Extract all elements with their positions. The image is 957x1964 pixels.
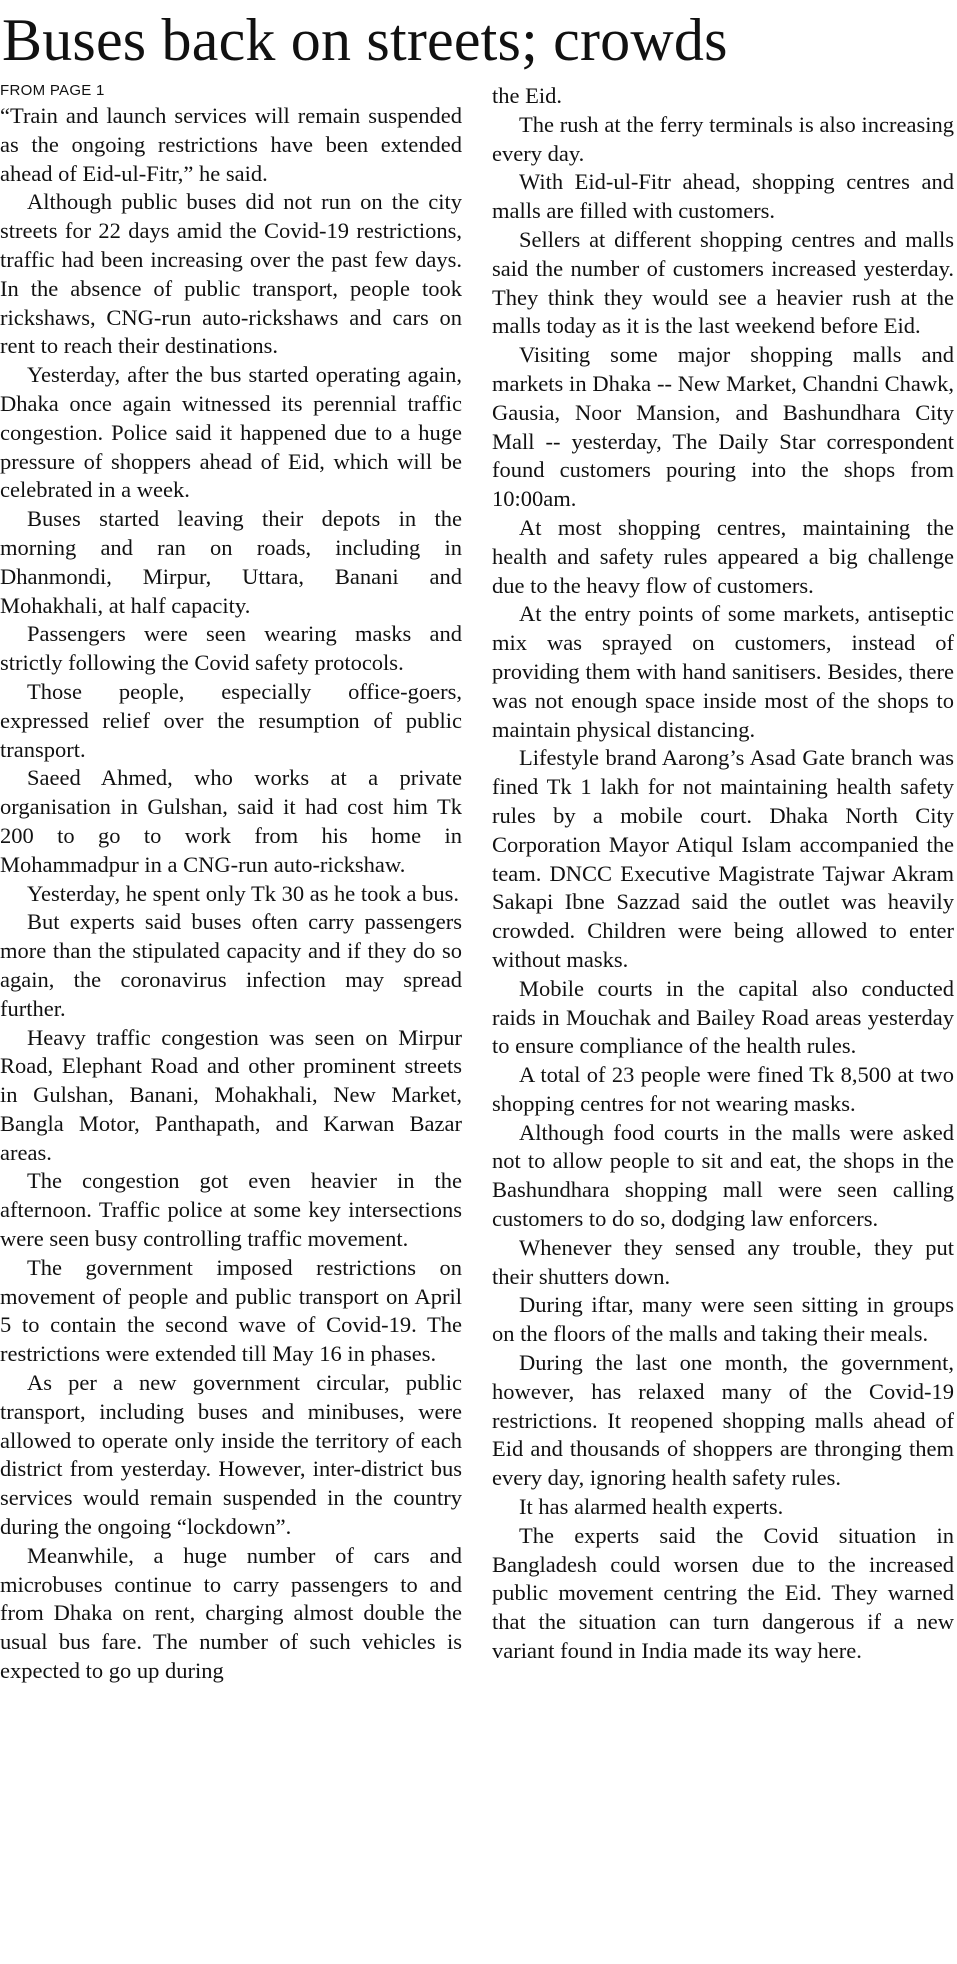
paragraph: But experts said buses often carry passengers more than the stipulated capacity and if they do so again, the coronavirus infection may spread further. [0,909,462,1021]
paragraph: A total of 23 people were fined Tk 8,500 at two shopping centres for not wearing masks. [492,1062,954,1116]
paragraph: Although public buses did not run on the city streets for 22 days amid the Covid-19 restrictions, traffic had been increasing over the past few days. In the absence of public transport, people took rickshaws, CNG-run auto-rickshaws and cars on rent to reach their destinations. [0,189,462,359]
paragraph: Whenever they sensed any trouble, they put their shutters down. [492,1234,954,1289]
paragraph: Yesterday, after the bus started operating again, Dhaka once again witnessed its perennial traffic congestion. Police said it happened due to a huge pressure of shoppers ahead of Eid, which will be celebrated in a week. [0,362,462,503]
paragraph: Yesterday, he spent only Tk 30 as he took a bus. [27,880,460,906]
kicker: FROM PAGE 1 [0,82,105,99]
paragraph: Saeed Ahmed, who works at a private organisation in Gulshan, said it had cost him Tk 200 to go to work from his home in Mohammadpur in a CNG-run auto-rickshaw. [0,765,462,877]
paragraph: During the last one month, the government, however, has relaxed many of the Covid-19 restrictions. It reopened shopping malls ahead of Eid and thousands of shoppers are thronging them every day, ignoring health safety rules. [492,1350,954,1491]
paragraph: Lifestyle brand Aarong’s Asad Gate branch was fined Tk 1 lakh for not maintaining health safety rules by a mobile court. Dhaka North City Corporation Mayor Atiqul Islam accompanied the team. DNCC Executive Magistrate Tajwar Akram Sakapi Ibne Sazzad said the outlet was heavily crowded. Children were being allowed to enter without masks. [492,745,954,972]
paragraph: The rush at the ferry terminals is also increasing every day. [492,111,954,166]
paragraph: At most shopping centres, maintaining the health and safety rules appeared a big challenge due to the heavy flow of customers. [492,514,954,598]
paragraph: “Train and launch services will remain suspended as the ongoing restrictions have been extended ahead of Eid-ul-Fitr,” he said. [0,103,462,186]
paragraph: During iftar, many were seen sitting in groups on the floors of the malls and taking their meals. [492,1292,954,1347]
paragraph: Passengers were seen wearing masks and strictly following the Covid safety protocols. [0,621,462,676]
paragraph: The experts said the Covid situation in Bangladesh could worsen due to the increased public movement centring the Eid. They warned that the situation can turn dangerous if a new variant found in India made its way here. [492,1522,954,1664]
paragraph: Those people, especially office-goers, expressed relief over the resumption of public transport. [0,678,462,762]
paragraph: It has alarmed health experts. [519,1494,784,1520]
paragraph: As per a new government circular, public transport, including buses and minibuses, were allowed to operate only inside the territory of each district from yesterday. However, inter-district bus services would remain suspended in the country during the ongoing “lockdown”. [0,1370,462,1540]
paragraph: At the entry points of some markets, antiseptic mix was sprayed on customers, instead of providing them with hand sanitisers. Besides, there was not enough space inside most of the shops to maintain physical distancing. [492,601,954,742]
headline: Buses back on streets; crowds [2,7,728,73]
paragraph: With Eid-ul-Fitr ahead, shopping centres and malls are filled with customers. [492,169,954,224]
paragraph: Visiting some major shopping malls and markets in Dhaka -- New Market, Chandni Chawk, Gausia, Noor Mansion, and Bashundhara City Mall -- yesterday, The Daily Star correspondent found customers pouring into the shops from 10:00am. [492,342,954,512]
paragraph: Sellers at different shopping centres and malls said the number of customers increased yesterday. They think they would see a heavier rush at the malls today as it is the last weekend before Eid. [492,226,954,339]
paragraph: Heavy traffic congestion was seen on Mirpur Road, Elephant Road and other prominent streets in Gulshan, Banani, Mohakhali, New Market, Bangla Motor, Panthapath, and Karwan Bazar areas. [0,1024,462,1165]
paragraph: The congestion got even heavier in the afternoon. Traffic police at some key intersections were seen busy controlling traffic movement. [0,1168,462,1252]
paragraph: Buses started leaving their depots in the morning and ran on roads, including in Dhanmondi, Mirpur, Uttara, Banani and Mohakhali, at half capacity. [0,506,462,618]
paragraph: The government imposed restrictions on movement of people and public transport on April 5 to contain the second wave of Covid-19. The restrictions were extended till May 16 in phases. [0,1254,462,1367]
left-column [0,82,462,1686]
paragraph: Mobile courts in the capital also conducted raids in Mouchak and Bailey Road areas yesterday to ensure compliance of the health rules. [492,975,954,1059]
paragraph-continuation: the Eid. [492,83,562,108]
right-column [492,82,954,1666]
paragraph: Meanwhile, a huge number of cars and microbuses continue to carry passengers to and from Dhaka on rent, charging almost double the usual bus fare. The number of such vehicles is expected to go up during [0,1542,462,1684]
paragraph: Although food courts in the malls were asked not to allow people to sit and eat, the shops in the Bashundhara shopping mall were seen calling customers to do so, dodging law enforcers. [492,1119,954,1232]
